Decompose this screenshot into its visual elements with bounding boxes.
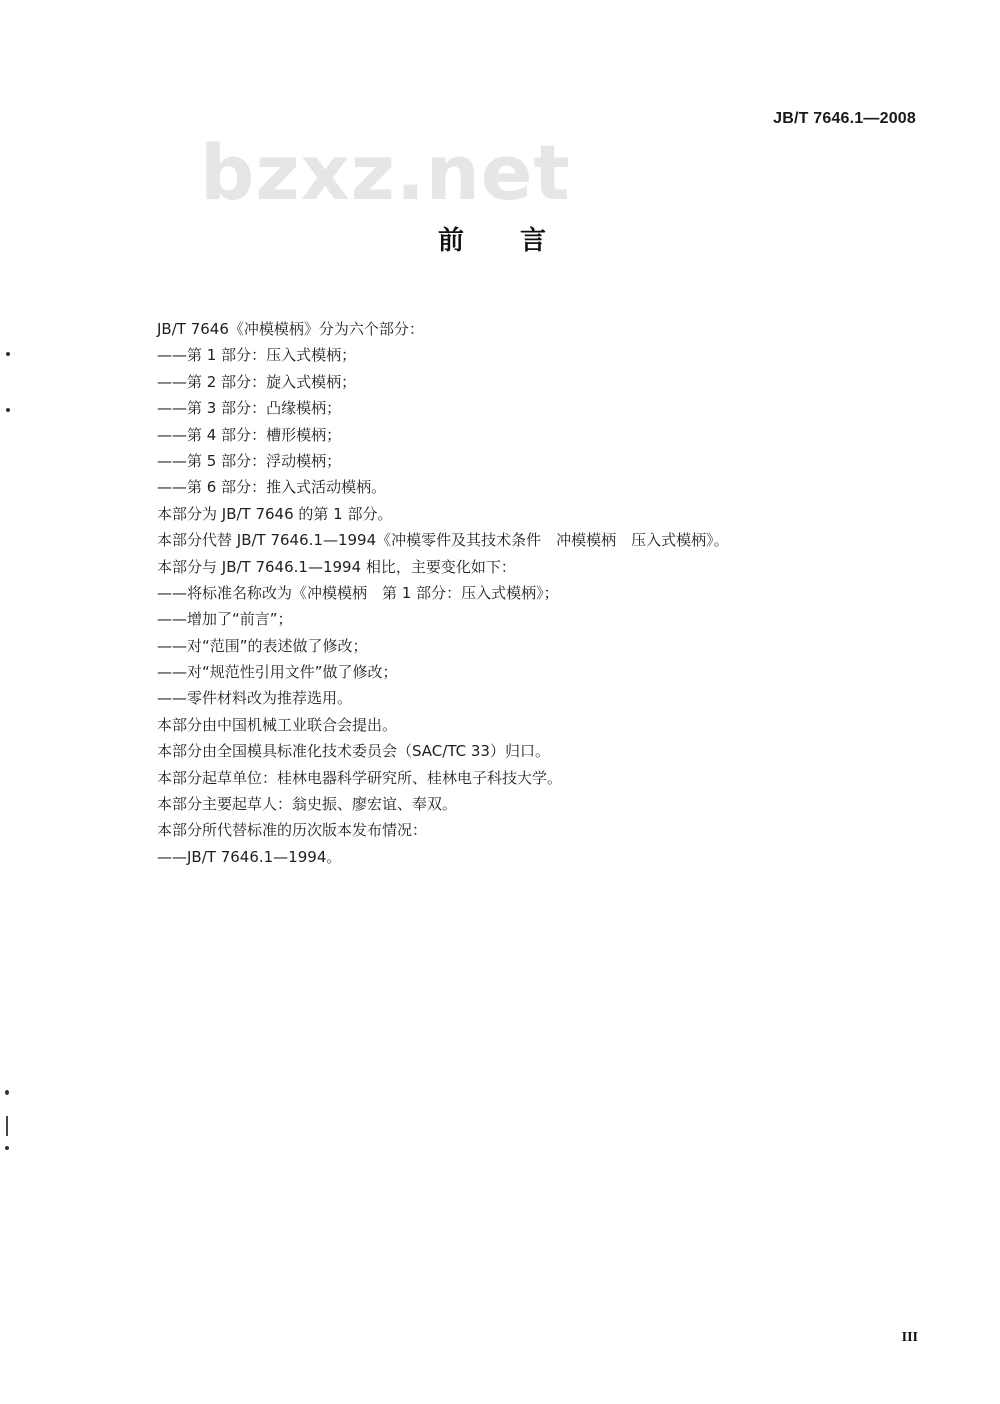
page-number: III [901, 1330, 918, 1345]
body-line: 本部分代替 JB/T 7646.1—1994《冲模零件及其技术条件 冲模模柄 压入式模柄》。 [157, 531, 729, 550]
body-line: 本部分主要起草人：翁史振、廖宏谊、奉双。 [157, 795, 458, 814]
scan-line [6, 1116, 8, 1136]
body-line: ——第 2 部分：旋入式模柄； [157, 372, 357, 391]
body-line: ——零件材料改为推荐选用。 [157, 689, 353, 708]
body-line: ——将标准名称改为《冲模模柄 第 1 部分：压入式模柄》； [157, 583, 559, 602]
body-line: 本部分所代替标准的历次版本发布情况： [157, 821, 428, 840]
scan-dot [6, 352, 10, 356]
standard-number: JB/T 7646.1—2008 [773, 110, 916, 127]
body-line: ——第 4 部分：槽形模柄； [157, 425, 342, 444]
body-line: ——第 1 部分：压入式模柄； [157, 346, 357, 365]
body-line: 本部分由全国模具标准化技术委员会（SAC/TC 33）归口。 [157, 742, 550, 761]
body-line: ——第 5 部分：浮动模柄； [157, 451, 342, 470]
body-line: JB/T 7646《冲模模柄》分为六个部分： [157, 320, 424, 338]
body-line: 本部分为 JB/T 7646 的第 1 部分。 [157, 504, 393, 523]
body-line: ——增加了“前言”； [157, 610, 293, 629]
scan-dot [5, 1146, 9, 1150]
body-line: ——JB/T 7646.1—1994。 [157, 847, 342, 866]
page-title: 前言 [437, 226, 602, 256]
scan-dot [5, 1090, 9, 1095]
watermark: bzxz.net [200, 128, 571, 217]
body-line: ——第 3 部分：凸缘模柄； [157, 399, 342, 418]
foreword-body [157, 316, 877, 870]
body-line: 本部分起草单位：桂林电器科学研究所、桂林电子科技大学。 [157, 768, 563, 787]
body-line: 本部分由中国机械工业联合会提出。 [157, 715, 398, 734]
scan-dot [6, 408, 10, 412]
body-line: ——对“规范性引用文件”做了修改； [157, 663, 398, 682]
body-line: 本部分与 JB/T 7646.1—1994 相比，主要变化如下： [157, 557, 516, 576]
body-line: ——第 6 部分：推入式活动模柄。 [157, 478, 387, 497]
body-line: ——对“范围”的表述做了修改； [157, 636, 368, 655]
